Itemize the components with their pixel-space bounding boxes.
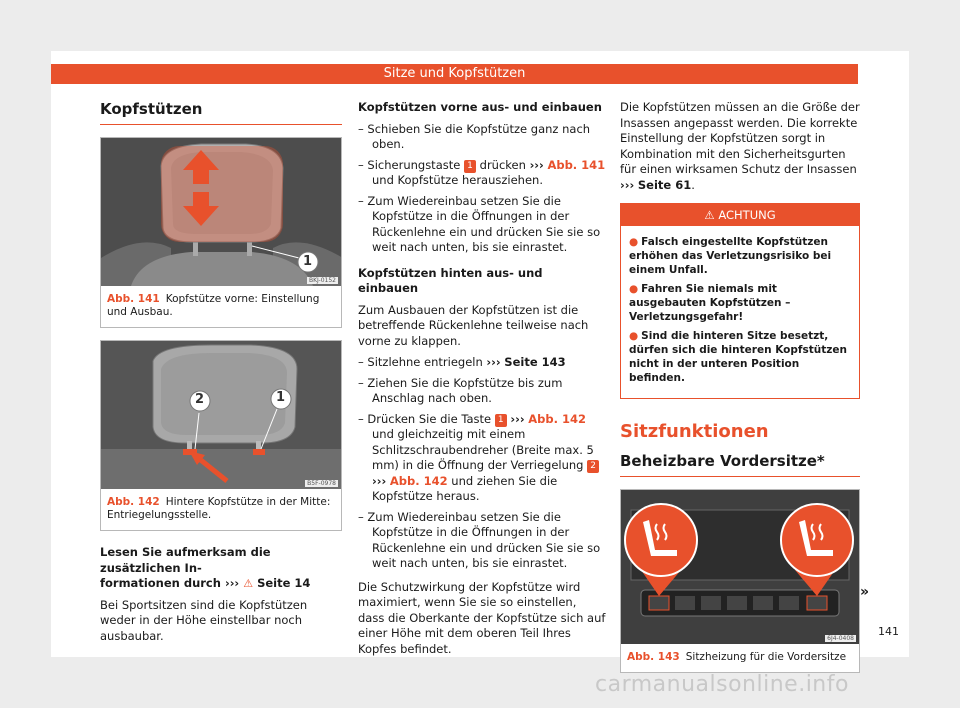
protection-note: Die Schutzwirkung der Kopfstütze wird maximiert, wenn Sie sie so einstellen, dass die Oberkante der Kopfstütze sich auf einer Höhe mit dem oberen Teil Ihres Kopfes befindet. — [358, 579, 606, 656]
callout-2: 2 — [195, 392, 205, 407]
page-number: 141 — [878, 625, 899, 638]
info-note — [100, 545, 342, 644]
figure-caption — [621, 644, 859, 672]
figure-code: 6J4-0408 — [827, 635, 854, 642]
bullet-icon: ● — [629, 330, 639, 342]
warning-header — [621, 204, 859, 226]
figure-link[interactable]: Abb. 141 — [547, 157, 606, 172]
bullet-icon: ● — [629, 236, 639, 248]
step-text: – Sitzlehne entriegeln — [358, 355, 483, 369]
warning-item — [629, 235, 851, 277]
chapter-header: Sitze und Kopfstützen — [51, 64, 858, 84]
ref-arrows: ››› — [372, 473, 387, 488]
step-text: – Drücken Sie die Taste — [358, 411, 492, 426]
figure-label: Abb. 142 — [107, 496, 160, 508]
warning-body — [621, 226, 859, 398]
number-badge: 1 — [464, 160, 476, 173]
step-text: und Kopfstütze herausziehen. — [372, 173, 543, 187]
headrest-rear-drawing — [101, 341, 341, 489]
info-text: formationen durch — [100, 576, 221, 590]
heading-front: Kopfstützen vorne aus- und einbauen — [358, 100, 602, 114]
figure-link[interactable]: Abb. 142 — [389, 473, 448, 488]
figure-caption — [101, 489, 341, 530]
info-line-2 — [100, 576, 342, 592]
figure-code: BKJ-0152 — [308, 277, 336, 284]
warning-text: Fahren Sie niemals mit ausgebauten Kopfstützen – Verletzungsgefahr! — [629, 283, 791, 323]
figure-143 — [620, 489, 860, 673]
ref-arrows: ››› — [224, 576, 240, 590]
caption-text: Kopfstütze vorne: Einstellung und Ausbau. — [107, 293, 320, 318]
rear-intro: Zum Ausbauen der Kopfstützen ist die betreffende Rückenlehne teilweise nach vorne zu klappen. — [358, 302, 589, 348]
figure-link[interactable]: Abb. 142 — [528, 411, 587, 426]
number-badge: 2 — [587, 460, 599, 473]
headrest-front-illustration — [101, 138, 341, 286]
sport-seats-note: Bei Sportsitzen sind die Kopfstützen weder in der Höhe einstellbar noch ausbaubar. — [100, 597, 308, 643]
figure-141 — [100, 137, 342, 328]
caption-text: Sitzheizung für die Vordersitze — [685, 651, 847, 663]
page-link[interactable]: Seite 61 — [637, 177, 692, 192]
figure-label: Abb. 141 — [107, 293, 160, 305]
continue-marker: » — [860, 584, 870, 600]
seat-heating-drawing — [621, 490, 859, 644]
step-rear-4: – Zum Wiedereinbau setzen Sie die Kopfstütze in die Öffnungen in der Rückenlehne ein und drücken Sie sie so weit nach unten, bis sie einrastet. — [358, 509, 601, 570]
warning-triangle-icon: ⚠ — [243, 577, 254, 590]
step-front-3: – Zum Wiedereinbau setzen Sie die Kopfstütze in die Öffnungen in der Rückenlehne ein und drücken Sie sie so weit nach unten, bis sie einrastet. — [358, 193, 601, 254]
info-line-1: Lesen Sie aufmerksam die zusätzlichen In- — [100, 545, 271, 575]
ref-arrows: ››› — [529, 157, 544, 172]
warning-triangle-icon: ⚠ — [704, 208, 715, 222]
ref-arrows: ››› — [510, 411, 525, 426]
paragraph-text: Die Kopfstützen müssen an die Größe der Insassen angepasst werden. Die korrekte Einstellung der Kopfstützen sorgt in Kombination mit den Sicherheitsgurten für einen wirksamen Schutz der Insassen — [620, 100, 860, 176]
number-badge: 1 — [495, 414, 507, 427]
figure-code: B5F-0978 — [307, 480, 336, 487]
callout-1: 1 — [303, 254, 313, 269]
heading-rear: Kopfstützen hinten aus- und einbauen — [358, 265, 543, 295]
fit-note: Die Kopfstützen müssen an die Größe der Insassen angepasst werden. Die korrekte Einstellung der Kopfstützen sorgt in Kombination mit den Sicherheitsgurten für einen wirksamen Schutz der Insassen ››› Seite 61. — [620, 100, 860, 192]
step-rear-1 — [358, 355, 606, 371]
callout-1: 1 — [276, 390, 286, 405]
section-title: Kopfstützen — [100, 100, 342, 125]
step-rear-3 — [358, 412, 606, 505]
warning-text: Sind die hinteren Sitze besetzt, dürfen sich die hinteren Kopfstützen nicht in der unteren Position befinden. — [629, 330, 847, 384]
step-front-2 — [358, 158, 606, 189]
warning-text: Falsch eingestellte Kopfstützen erhöhen das Verletzungsrisiko bei einem Unfall. — [629, 236, 832, 276]
warning-box — [620, 203, 860, 399]
step-text: – Sicherungstaste — [358, 157, 461, 172]
step-text: und ziehen Sie die Kopfstütze heraus. — [372, 473, 558, 503]
ref-arrows: ››› — [486, 355, 501, 369]
warning-item — [629, 329, 851, 385]
ref-arrows: ››› — [620, 177, 635, 192]
figure-142 — [100, 340, 342, 531]
figure-caption — [101, 286, 341, 327]
seat-heating-illustration — [621, 490, 859, 644]
page-link[interactable]: Seite 143 — [504, 355, 566, 369]
column-left — [100, 100, 342, 650]
caption-text: Hintere Kopfstütze in der Mitte: Entriegelungsstelle. — [107, 496, 331, 521]
column-right — [620, 100, 860, 673]
headrest-rear-illustration — [101, 341, 341, 489]
watermark: carmanualsonline.info — [595, 672, 849, 697]
warning-item — [629, 282, 851, 324]
step-text: und gleichzeitig mit einem Schlitzschraubendreher (Breite max. 5 mm) in die Öffnung der Verriegelung — [372, 427, 594, 472]
chapter-section-title: Sitzfunktionen — [620, 421, 769, 442]
step-front-1: – Schieben Sie die Kopfstütze ganz nach oben. — [358, 121, 591, 151]
info-link[interactable]: Seite 14 — [257, 576, 311, 590]
column-middle — [358, 100, 606, 663]
step-text: drücken — [479, 157, 526, 172]
warning-title: ACHTUNG — [718, 208, 776, 222]
bullet-icon: ● — [629, 283, 639, 295]
figure-label: Abb. 143 — [627, 651, 680, 663]
subsection-title: Beheizbare Vordersitze* — [620, 452, 860, 477]
step-rear-2: – Ziehen Sie die Kopfstütze bis zum Anschlag nach oben. — [358, 375, 563, 405]
